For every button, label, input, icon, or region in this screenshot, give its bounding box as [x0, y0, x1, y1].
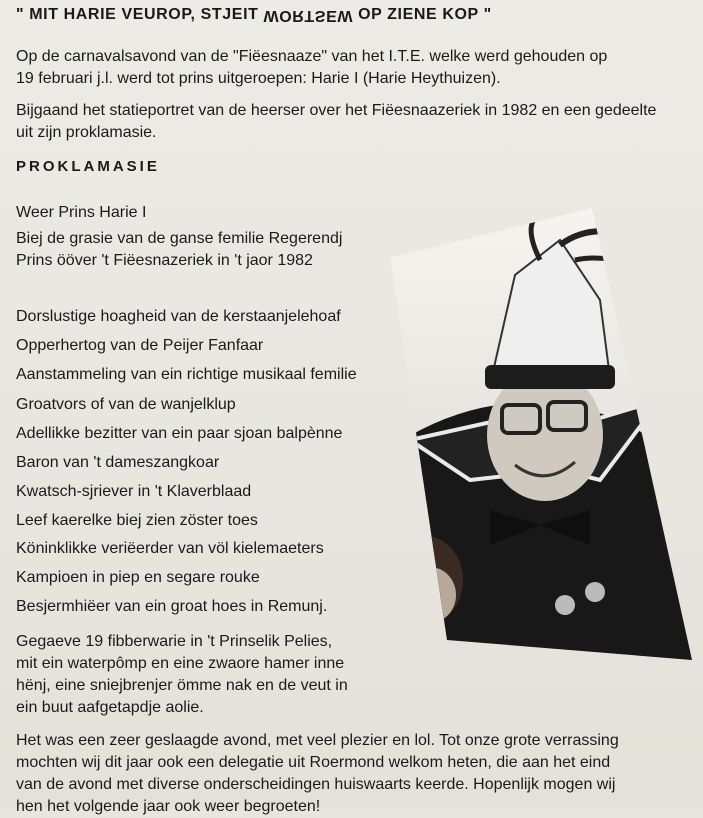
headline-flipped-word: WORTSEW	[263, 7, 354, 24]
intro-paragraph	[16, 46, 696, 90]
given-line: Gegaeve 19 fibberwarie in 't Prinselik Pelies,	[16, 633, 333, 650]
title-line: Adellikke bezitter van ein paar sjoan balpènne	[16, 425, 343, 442]
hat-shape	[490, 240, 610, 385]
title-line: Kwatsch-sjriever in 't Klaverblaad	[16, 483, 252, 500]
medal	[555, 595, 575, 615]
section-title: PROKLAMASIE	[16, 158, 160, 175]
glasses-left	[502, 405, 540, 433]
closing-line: mochten wij dit jaar ook een delegatie uit Roermond welkom heten, die aan het eind	[16, 754, 611, 771]
given-line: hënj, eine sniejbrenjer ömme nak en de veut in	[16, 677, 348, 694]
title-line: Aanstammeling van ein richtige musikaal femilie	[16, 366, 357, 383]
feather	[575, 258, 690, 290]
headline	[16, 6, 696, 24]
given-line: ein buut aafgetapdje aolie.	[16, 699, 204, 716]
grace-line: Prins ööver 't Fiëesnazeriek in 't jaor 1982	[16, 252, 313, 269]
puppet-face	[404, 567, 456, 623]
puppet-hair	[387, 536, 463, 624]
photo-frame	[390, 208, 692, 660]
proclamation-opening: Weer Prins Harie I	[16, 204, 147, 221]
given-line: mit ein waterpômp en eine zwaore hamer inne	[16, 655, 345, 672]
title-line: Leef kaerelke biej zien zöster toes	[16, 512, 258, 529]
closing-line: van de avond met diverse onderscheidingen huiswaarts keerde. Hopenlijk mogen wij	[16, 776, 616, 793]
closing-line: Het was een zeer geslaagde avond, met veel plezier en lol. Tot onze grote verrassing	[16, 732, 619, 749]
intro-line: Op de carnavalsavond van de "Fiëesnaaze" van het I.T.E. welke werd gehouden op	[16, 48, 608, 65]
closing-line: hen het volgende jaar ook weer begroeten!	[16, 798, 321, 815]
bow-tie	[490, 510, 590, 545]
closing-paragraph	[16, 730, 696, 818]
medal	[585, 582, 605, 602]
title-line: Köninklikke veriëerder van völ kielemaeters	[16, 540, 324, 557]
portrait-note-paragraph	[16, 100, 696, 144]
title-line: Dorslustige hoagheid van de kerstaanjelehoaf	[16, 308, 341, 325]
feather	[560, 231, 660, 250]
title-line: Besjermhiëer van ein groat hoes in Remunj.	[16, 598, 328, 615]
title-line: Baron van 't dameszangkoar	[16, 454, 220, 471]
portrait-note-line: uit zijn proklamasie.	[16, 124, 157, 141]
cape-shape	[360, 403, 700, 701]
collar-shape	[410, 400, 660, 480]
title-line: Groatvors of van de wanjelklup	[16, 396, 236, 413]
intro-line: 19 februari j.l. werd tot prins uitgeroepen: Harie I (Harie Heythuizen).	[16, 70, 501, 87]
smile	[515, 462, 575, 476]
grace-line: Biej de grasie van de ganse femilie Regerendj	[16, 230, 343, 247]
feather	[531, 210, 545, 260]
headline-part-2: OP ZIENE KOP "	[353, 6, 492, 23]
face-shape	[487, 369, 603, 501]
title-line: Opperhertog van de Peijer Fanfaar	[16, 337, 264, 354]
hat-band	[485, 365, 615, 389]
glasses-right	[548, 402, 586, 430]
headline-part-1: " MIT HARIE VEUROP, STJEIT	[16, 6, 264, 23]
title-line: Kampioen in piep en segare rouke	[16, 569, 260, 586]
portrait-note-line: Bijgaand het statieportret van de heerser over het Fiëesnaazeriek in 1982 en een gedeelte	[16, 102, 657, 119]
